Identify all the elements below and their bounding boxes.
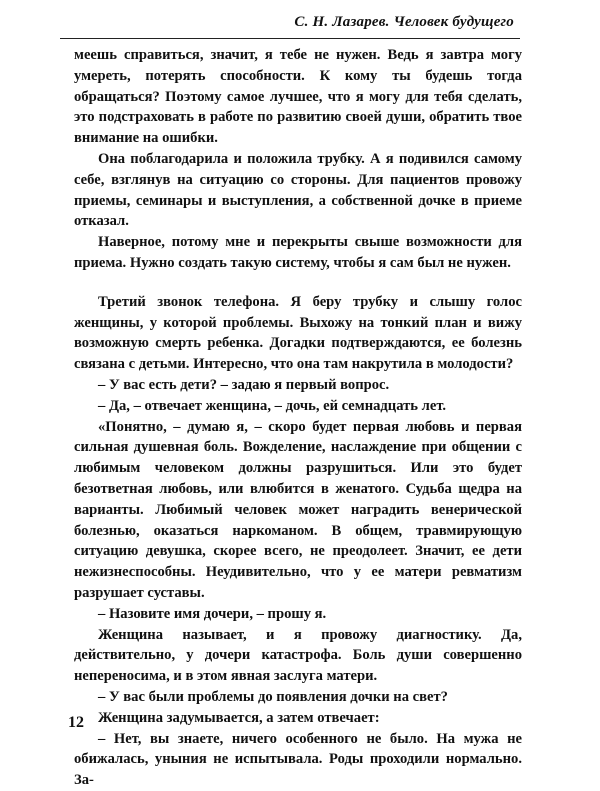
running-header	[60, 8, 520, 39]
paragraph: «Понятно, – думаю я, – скоро будет первая любовь и первая сильная душевная боль. Вожделение, наслаждение при общении с любимым человеком должны разрушиться. Или это будет безответная любовь, или влюбится в женатого. Судьба щедра на варианты. Любимый человек может наградить венерической болезнью, оказаться наркоманом. В общем, травмирующую ситуацию девушка, скорее всего, не преодолеет. Значит, ее дети нежизнеспособны. Неудивительно, что у ее матери ревматизм разрушает суставы.	[74, 418, 522, 601]
page-body-text	[74, 45, 522, 791]
dialog-line: – Нет, вы знаете, ничего особенного не было. На мужа не обижалась, уныния не испытывала. Роды проходили нормально. За-	[74, 730, 522, 789]
running-header-title: С. Н. Лазарев. Человек будущего	[294, 14, 514, 30]
section-break	[74, 274, 522, 292]
dialog-line: – Назовите имя дочери, – прошу я.	[98, 605, 327, 622]
paragraph: Она поблагодарила и положила трубку. А я подивился самому себе, взглянув на ситуацию со стороны. Для пациентов провожу приемы, семинары и выступления, а собственной дочке в приеме отказал.	[74, 150, 522, 230]
page-number: 12	[68, 714, 84, 731]
paragraph: Наверное, потому мне и перекрыты свыше возможности для приема. Нужно создать такую систему, чтобы я сам был не нужен.	[74, 234, 522, 271]
paragraph: Женщина задумывается, а затем отвечает:	[98, 709, 380, 726]
dialog-line: – Да, – отвечает женщина, – дочь, ей семнадцать лет.	[98, 397, 447, 414]
paragraph-continued: меешь справиться, значит, я тебе не нужен. Ведь я завтра могу умереть, потерять способности. К кому ты будешь тогда обращаться? Поэтому самое лучшее, что я могу для тебя сделать, это подстраховать в работе по развитию своей души, обратить твое внимание на ошибки.	[74, 47, 522, 147]
paragraph: Третий звонок телефона. Я беру трубку и слышу голос женщины, у которой проблемы. Выхожу на тонкий план и вижу возможную смерть ребенка. Догадки подтверждаются, ее болезнь связана с детьми. Интересно, что она там накрутила в молодости?	[74, 293, 522, 373]
dialog-line: – У вас есть дети? – задаю я первый вопрос.	[98, 376, 390, 393]
dialog-line: – У вас были проблемы до появления дочки на свет?	[98, 688, 448, 705]
paragraph: Женщина называет, и я провожу диагностику. Да, действительно, у дочери катастрофа. Боль души совершенно непереносима, и в этом явная заслуга матери.	[74, 626, 522, 685]
